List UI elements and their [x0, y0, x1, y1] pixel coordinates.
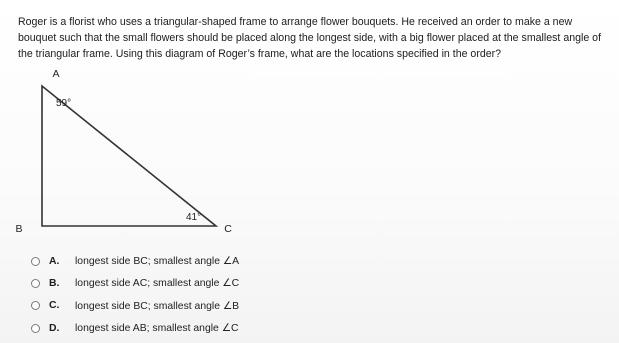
option-c-letter: C. — [49, 300, 60, 312]
option-c-text: longest side BC; smallest angle ∠B — [75, 300, 240, 312]
radio-d[interactable] — [31, 324, 40, 333]
vertex-b-label: B — [15, 223, 23, 235]
radio-b[interactable] — [31, 279, 40, 288]
angle-a-measure: 59° — [56, 98, 72, 109]
option-d[interactable] — [29, 317, 429, 339]
option-d-text: longest side AB; smallest angle ∠C — [75, 323, 239, 335]
radio-c[interactable] — [31, 301, 40, 310]
angle-c-measure: 41° — [186, 212, 202, 223]
option-b-letter: B. — [49, 277, 60, 289]
vertex-c-label: C — [224, 223, 232, 235]
answer-options — [29, 250, 429, 339]
option-b[interactable] — [29, 272, 429, 294]
vertex-a-label: A — [52, 68, 60, 80]
option-a-text: longest side BC; smallest angle ∠A — [75, 256, 240, 268]
option-b-text: longest side AC; smallest angle ∠C — [75, 278, 240, 290]
option-a[interactable] — [29, 250, 429, 272]
option-d-letter: D. — [49, 322, 60, 334]
option-a-letter: A. — [49, 255, 60, 267]
question-text: Roger is a florist who uses a triangular-shaped frame to arrange flower bouquets. He received an order to make a new bouquet such that the small flowers should be placed along the longest side, with a big flower placed at the smallest angle of the triangular frame. Using this diagram of Roger’s frame, what are the locations specified in the order? — [18, 16, 602, 60]
option-c[interactable] — [29, 295, 429, 317]
radio-a[interactable] — [31, 257, 40, 266]
